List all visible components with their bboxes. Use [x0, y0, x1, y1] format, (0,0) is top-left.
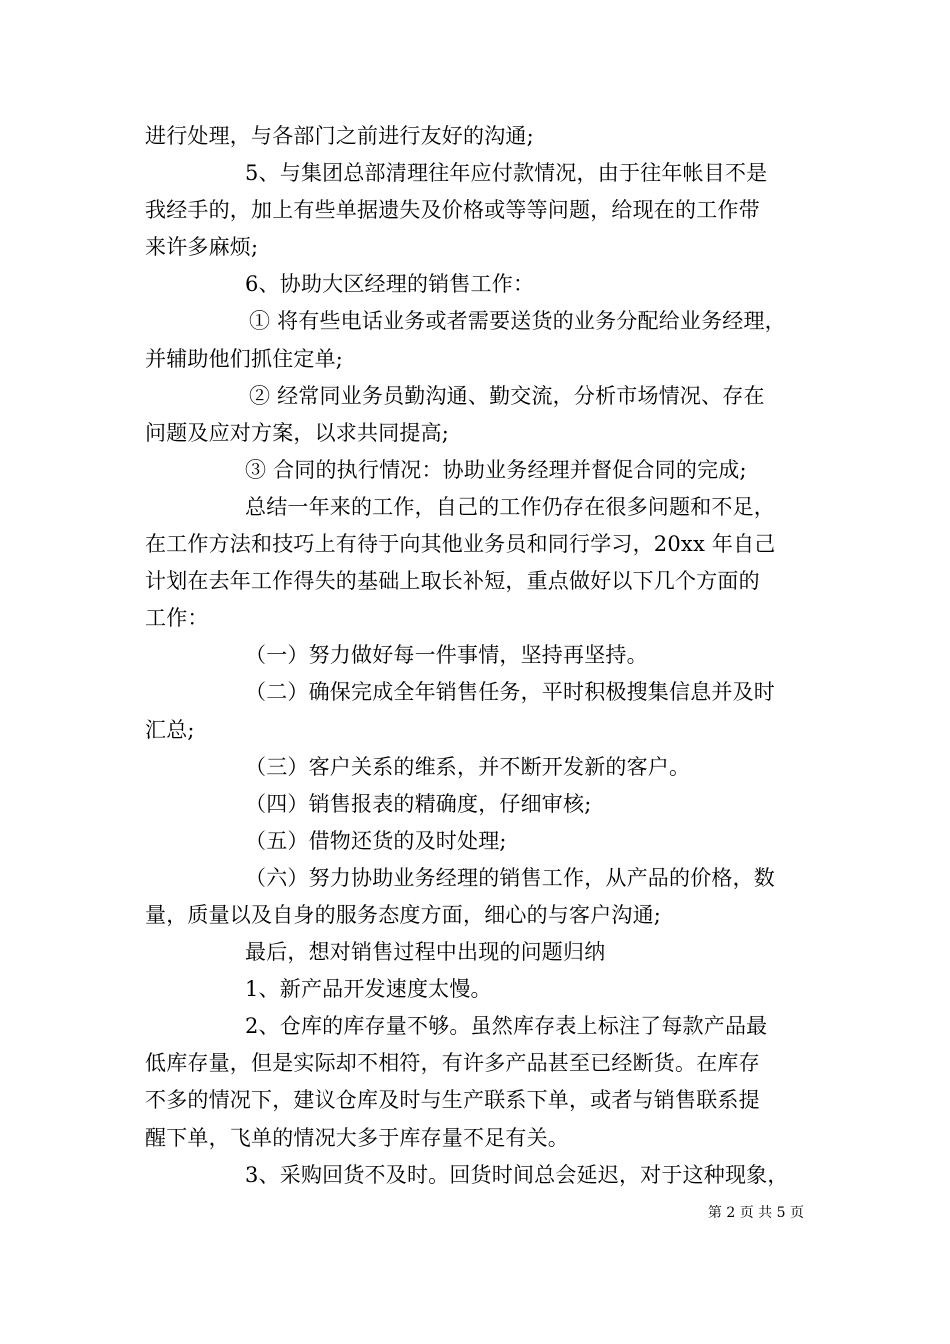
text-line: 在工作方法和技巧上有待于向其他业务员和同行学习，20xx 年自己 [145, 532, 776, 557]
text-line: （四）销售报表的精确度，仔细审核; [245, 791, 592, 816]
text-line: 汇总; [145, 717, 195, 742]
page-number-footer: 第 2 页 共 5 页 [707, 1205, 804, 1221]
text-line: （六）努力协助业务经理的销售工作，从产品的价格，数 [245, 865, 775, 890]
text-line: 量，质量以及自身的服务态度方面，细心的与客户沟通; [145, 902, 662, 927]
text-line: （五）借物还货的及时处理; [245, 828, 507, 853]
text-line: 最后，想对销售过程中出现的问题归纳 [245, 940, 606, 965]
text-line: 进行处理，与各部门之前进行友好的沟通; [145, 124, 534, 148]
text-line: ① 将有些电话业务或者需要送货的业务分配给业务经理， [249, 309, 786, 334]
text-line: （二）确保完成全年销售任务，平时积极搜集信息并及时 [245, 680, 775, 705]
text-line: 醒下单，飞单的情况大多于库存量不足有关。 [145, 1125, 569, 1150]
text-line: 总结一年来的工作，自己的工作仍存在很多问题和不足， [245, 494, 775, 519]
text-line: 工作： [145, 606, 209, 631]
text-line: 不多的情况下，建议仓库及时与生产联系下单，或者与销售联系提 [145, 1088, 760, 1113]
text-line: （一）努力做好每一件事情，坚持再坚持。 [245, 643, 648, 668]
text-line: 计划在去年工作得失的基础上取长补短，重点做好以下几个方面的 [145, 569, 760, 594]
text-line: ② 经常同业务员勤沟通、勤交流，分析市场情况、存在 [249, 383, 765, 408]
text-line: 6、协助大区经理的销售工作： [245, 272, 535, 297]
text-line: 并辅助他们抓住定单; [145, 346, 344, 371]
text-line: 问题及应对方案，以求共同提高; [145, 420, 450, 445]
text-line: 1、新产品开发速度太慢。 [245, 977, 492, 1002]
text-line: 来许多麻烦; [145, 235, 259, 260]
text-line: 我经手的，加上有些单据遗失及价格或等等问题，给现在的工作带 [145, 198, 760, 223]
text-line: 低库存量，但是实际却不相符，有许多产品甚至已经断货。在库存 [145, 1051, 760, 1076]
text-line: 3、采购回货不及时。回货时间总会延迟，对于这种现象， [245, 1162, 789, 1187]
text-line: ③ 合同的执行情况：协助业务经理并督促合同的完成; [245, 457, 747, 482]
document-body [145, 118, 810, 1194]
text-line: （三）客户关系的维系，并不断开发新的客户。 [245, 754, 691, 779]
text-line: 2、仓库的库存量不够。虽然库存表上标注了每款产品最 [245, 1014, 768, 1039]
text-line: 5、与集团总部清理往年应付款情况，由于往年帐目不是 [245, 161, 768, 186]
